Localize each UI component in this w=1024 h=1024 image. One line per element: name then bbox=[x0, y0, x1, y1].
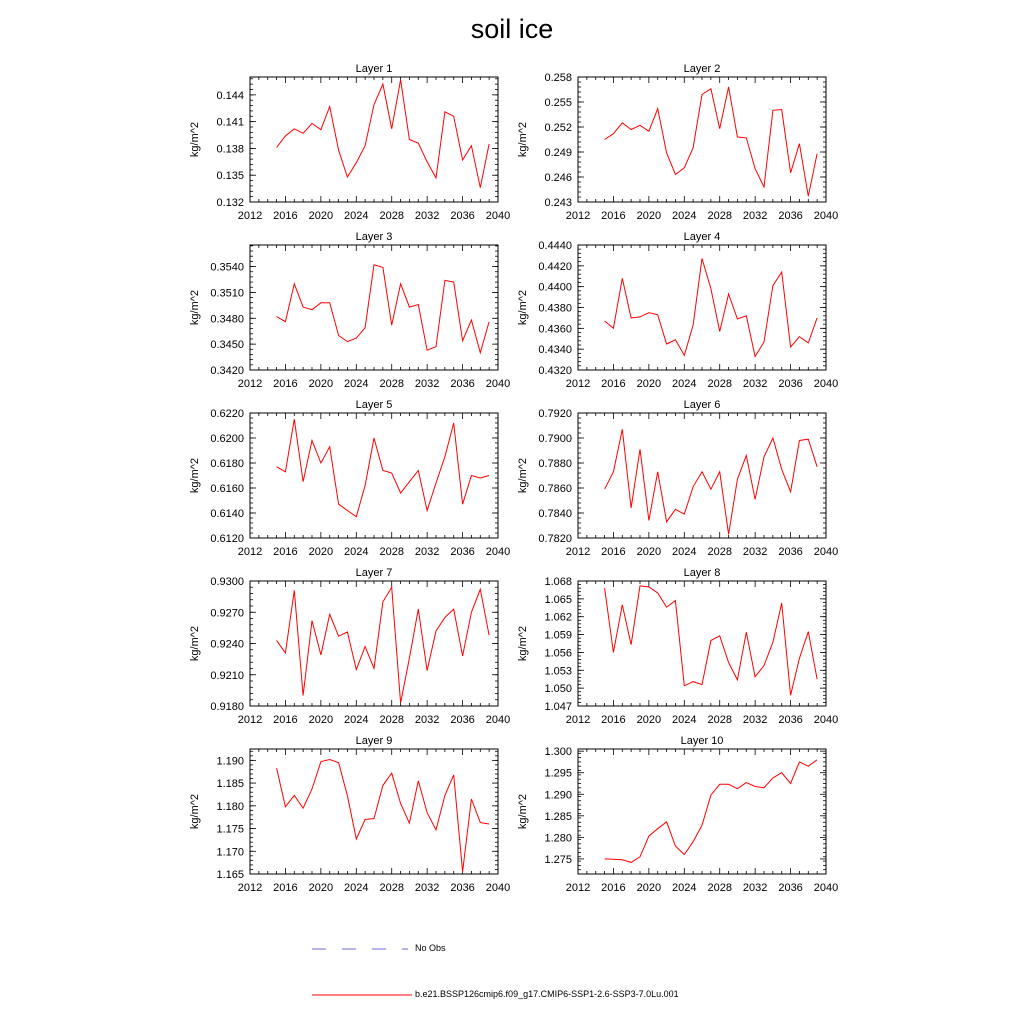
x-tick-label: 2028 bbox=[379, 882, 404, 894]
y-tick-label: 0.7880 bbox=[538, 458, 572, 470]
y-tick-label: 1.053 bbox=[544, 665, 572, 678]
y-axis-label: kg/m^2 bbox=[189, 457, 201, 494]
y-axis-label: kg/m^2 bbox=[517, 793, 529, 830]
x-tick-label: 2040 bbox=[813, 546, 839, 558]
y-tick-label: 0.4400 bbox=[538, 281, 572, 294]
y-tick-label: 0.9180 bbox=[210, 701, 244, 713]
y-tick-label: 1.062 bbox=[544, 611, 572, 624]
x-tick-label: 2036 bbox=[450, 378, 475, 390]
x-tick-label: 2016 bbox=[601, 882, 626, 894]
plot-frame bbox=[250, 245, 498, 370]
x-tick-label: 2036 bbox=[778, 546, 803, 558]
x-tick-label: 2040 bbox=[485, 714, 511, 726]
panel-title: Layer 9 bbox=[355, 735, 393, 747]
panel-title: Layer 4 bbox=[683, 231, 721, 243]
x-tick-label: 2040 bbox=[813, 714, 839, 726]
legend-model-label: b.e21.BSSP126cmip6.f09_g17.CMIP6-SSP1-2.6-SSP3-7.0Lu.001 bbox=[415, 989, 679, 999]
x-tick-label: 2028 bbox=[379, 210, 404, 222]
y-tick-label: 0.246 bbox=[544, 172, 572, 184]
x-tick-label: 2028 bbox=[707, 714, 732, 726]
y-tick-label: 0.9240 bbox=[210, 638, 244, 651]
x-tick-label: 2036 bbox=[450, 210, 475, 222]
x-tick-label: 2028 bbox=[379, 378, 404, 390]
y-tick-label: 0.7840 bbox=[538, 508, 572, 520]
x-tick-label: 2032 bbox=[742, 882, 768, 894]
series-line bbox=[277, 760, 490, 872]
plot-frame bbox=[250, 413, 498, 538]
x-tick-label: 2016 bbox=[601, 210, 626, 222]
y-tick-label: 0.138 bbox=[216, 143, 244, 156]
y-tick-label: 0.3450 bbox=[210, 339, 244, 352]
y-tick-label: 0.3540 bbox=[210, 261, 244, 274]
y-axis-label: kg/m^2 bbox=[189, 121, 201, 158]
x-tick-label: 2012 bbox=[565, 714, 591, 726]
panel-5 bbox=[189, 399, 510, 558]
x-tick-label: 2020 bbox=[308, 714, 334, 726]
series-line bbox=[605, 259, 818, 357]
y-axis-label: kg/m^2 bbox=[517, 289, 529, 326]
panel-2 bbox=[517, 63, 838, 222]
y-tick-label: 0.3420 bbox=[210, 365, 244, 377]
x-tick-label: 2016 bbox=[273, 378, 298, 390]
x-tick-label: 2028 bbox=[379, 714, 404, 726]
series-line bbox=[277, 265, 490, 353]
x-tick-label: 2024 bbox=[672, 882, 697, 894]
series-line bbox=[605, 429, 818, 534]
y-tick-label: 0.9210 bbox=[210, 669, 244, 682]
y-tick-label: 0.258 bbox=[544, 72, 572, 84]
x-tick-label: 2040 bbox=[813, 210, 839, 222]
panel-9 bbox=[189, 735, 510, 894]
y-tick-label: 0.144 bbox=[216, 89, 244, 102]
y-axis-label: kg/m^2 bbox=[189, 625, 201, 662]
y-tick-label: 0.7820 bbox=[538, 533, 572, 545]
y-tick-label: 1.300 bbox=[544, 746, 572, 759]
y-tick-label: 0.6180 bbox=[210, 458, 244, 470]
x-tick-label: 2028 bbox=[379, 546, 404, 558]
panels-group bbox=[189, 63, 838, 894]
y-tick-label: 1.165 bbox=[216, 869, 244, 881]
x-tick-label: 2040 bbox=[485, 882, 511, 894]
y-tick-label: 0.243 bbox=[544, 197, 572, 209]
y-tick-label: 0.4340 bbox=[538, 344, 572, 357]
panel-title: Layer 3 bbox=[355, 231, 393, 243]
y-tick-label: 1.280 bbox=[544, 832, 572, 845]
y-tick-label: 1.050 bbox=[544, 683, 572, 696]
plot-frame bbox=[578, 413, 826, 538]
x-tick-label: 2036 bbox=[778, 714, 803, 726]
x-tick-label: 2020 bbox=[636, 378, 662, 390]
x-tick-label: 2016 bbox=[601, 546, 626, 558]
panel-7 bbox=[189, 567, 510, 726]
x-tick-label: 2036 bbox=[778, 210, 803, 222]
plot-frame bbox=[578, 245, 826, 370]
x-tick-label: 2012 bbox=[237, 210, 263, 222]
x-tick-label: 2032 bbox=[414, 378, 440, 390]
panel-4 bbox=[517, 231, 838, 390]
x-tick-label: 2016 bbox=[601, 378, 626, 390]
x-tick-label: 2016 bbox=[273, 210, 298, 222]
x-tick-label: 2020 bbox=[308, 882, 334, 894]
panel-title: Layer 6 bbox=[683, 399, 721, 411]
x-tick-label: 2012 bbox=[565, 882, 591, 894]
x-tick-label: 2040 bbox=[485, 546, 511, 558]
y-axis-label: kg/m^2 bbox=[517, 625, 529, 662]
y-tick-label: 1.056 bbox=[544, 647, 572, 660]
x-tick-label: 2036 bbox=[450, 882, 475, 894]
y-tick-label: 1.290 bbox=[544, 789, 572, 802]
y-tick-label: 0.3480 bbox=[210, 313, 244, 326]
x-tick-label: 2020 bbox=[636, 210, 662, 222]
x-tick-label: 2036 bbox=[778, 378, 803, 390]
x-tick-label: 2016 bbox=[601, 714, 626, 726]
x-tick-label: 2036 bbox=[778, 882, 803, 894]
x-tick-label: 2028 bbox=[707, 546, 732, 558]
y-tick-label: 1.285 bbox=[544, 810, 572, 823]
series-line bbox=[277, 419, 490, 517]
y-tick-label: 0.9270 bbox=[210, 607, 244, 620]
panel-title: Layer 10 bbox=[680, 735, 724, 747]
y-axis-label: kg/m^2 bbox=[517, 457, 529, 494]
x-tick-label: 2028 bbox=[707, 882, 732, 894]
panel-title: Layer 5 bbox=[355, 399, 393, 411]
legend bbox=[312, 949, 412, 995]
x-tick-label: 2036 bbox=[450, 714, 475, 726]
x-tick-label: 2040 bbox=[813, 378, 839, 390]
y-tick-label: 0.255 bbox=[544, 97, 572, 109]
x-tick-label: 2032 bbox=[414, 714, 440, 726]
panel-8 bbox=[517, 567, 838, 726]
y-tick-label: 1.295 bbox=[544, 767, 572, 780]
x-tick-label: 2032 bbox=[414, 546, 440, 558]
y-tick-label: 0.6200 bbox=[210, 433, 244, 445]
y-axis-label: kg/m^2 bbox=[517, 121, 529, 158]
x-tick-label: 2012 bbox=[237, 546, 263, 558]
y-tick-label: 1.190 bbox=[216, 755, 244, 768]
x-tick-label: 2024 bbox=[672, 714, 697, 726]
y-tick-label: 0.132 bbox=[216, 197, 244, 209]
y-tick-label: 0.4360 bbox=[538, 323, 572, 336]
panel-6 bbox=[517, 399, 838, 558]
y-tick-label: 1.185 bbox=[216, 778, 244, 791]
x-tick-label: 2020 bbox=[636, 546, 662, 558]
x-tick-label: 2020 bbox=[308, 546, 334, 558]
panel-title: Layer 7 bbox=[355, 567, 393, 579]
x-tick-label: 2024 bbox=[344, 882, 369, 894]
x-tick-label: 2028 bbox=[707, 210, 732, 222]
x-tick-label: 2040 bbox=[485, 210, 511, 222]
plot-frame bbox=[578, 749, 826, 874]
series-line bbox=[605, 760, 818, 863]
x-tick-label: 2024 bbox=[344, 546, 369, 558]
y-tick-label: 0.6160 bbox=[210, 483, 244, 495]
x-tick-label: 2016 bbox=[273, 882, 298, 894]
x-tick-label: 2012 bbox=[237, 714, 263, 726]
y-tick-label: 0.252 bbox=[544, 122, 572, 134]
x-tick-label: 2024 bbox=[672, 546, 697, 558]
x-tick-label: 2032 bbox=[414, 882, 440, 894]
y-tick-label: 0.6120 bbox=[210, 533, 244, 545]
plot-frame bbox=[250, 77, 498, 202]
panel-1 bbox=[189, 63, 510, 222]
panel-title: Layer 1 bbox=[355, 63, 393, 75]
series-line bbox=[605, 586, 818, 696]
x-tick-label: 2012 bbox=[237, 378, 263, 390]
y-tick-label: 0.249 bbox=[544, 147, 572, 159]
series-line bbox=[277, 80, 490, 188]
y-tick-label: 0.4320 bbox=[538, 365, 572, 377]
figure-title: soil ice bbox=[470, 14, 554, 44]
x-tick-label: 2032 bbox=[742, 546, 768, 558]
x-tick-label: 2040 bbox=[813, 882, 839, 894]
x-tick-label: 2032 bbox=[742, 378, 768, 390]
y-tick-label: 0.7900 bbox=[538, 433, 572, 445]
series-line bbox=[605, 87, 818, 196]
y-tick-label: 1.170 bbox=[216, 846, 244, 859]
y-axis-label: kg/m^2 bbox=[189, 793, 201, 830]
y-tick-label: 1.068 bbox=[544, 576, 572, 588]
x-tick-label: 2032 bbox=[414, 210, 440, 222]
y-tick-label: 0.141 bbox=[216, 116, 244, 129]
y-tick-label: 1.175 bbox=[216, 823, 244, 836]
x-tick-label: 2012 bbox=[565, 210, 591, 222]
series-line bbox=[277, 587, 490, 703]
legend-obs-label: No Obs bbox=[415, 943, 446, 953]
y-tick-label: 1.047 bbox=[544, 701, 572, 713]
x-tick-label: 2020 bbox=[636, 714, 662, 726]
panel-3 bbox=[189, 231, 510, 390]
y-tick-label: 0.6220 bbox=[210, 408, 244, 420]
x-tick-label: 2020 bbox=[308, 210, 334, 222]
x-tick-label: 2024 bbox=[344, 714, 369, 726]
y-tick-label: 0.135 bbox=[216, 170, 244, 183]
x-tick-label: 2036 bbox=[450, 546, 475, 558]
y-tick-label: 0.3510 bbox=[210, 287, 244, 300]
panel-title: Layer 8 bbox=[683, 567, 721, 579]
x-tick-label: 2024 bbox=[672, 210, 697, 222]
panel-10 bbox=[517, 735, 838, 894]
x-tick-label: 2020 bbox=[636, 882, 662, 894]
y-tick-label: 1.275 bbox=[544, 853, 572, 866]
x-tick-label: 2012 bbox=[565, 546, 591, 558]
y-tick-label: 0.4420 bbox=[538, 260, 572, 273]
x-tick-label: 2012 bbox=[565, 378, 591, 390]
x-tick-label: 2020 bbox=[308, 378, 334, 390]
x-tick-label: 2024 bbox=[344, 378, 369, 390]
y-tick-label: 1.065 bbox=[544, 593, 572, 606]
y-axis-label: kg/m^2 bbox=[189, 289, 201, 326]
y-tick-label: 0.6140 bbox=[210, 508, 244, 520]
x-tick-label: 2028 bbox=[707, 378, 732, 390]
panel-title: Layer 2 bbox=[683, 63, 721, 75]
x-tick-label: 2016 bbox=[273, 546, 298, 558]
x-tick-label: 2024 bbox=[344, 210, 369, 222]
x-tick-label: 2032 bbox=[742, 210, 768, 222]
y-tick-label: 0.4380 bbox=[538, 302, 572, 315]
y-tick-label: 1.059 bbox=[544, 629, 572, 642]
x-tick-label: 2032 bbox=[742, 714, 768, 726]
y-tick-label: 0.7920 bbox=[538, 408, 572, 420]
x-tick-label: 2012 bbox=[237, 882, 263, 894]
y-tick-label: 0.9300 bbox=[210, 576, 244, 588]
x-tick-label: 2040 bbox=[485, 378, 511, 390]
x-tick-label: 2016 bbox=[273, 714, 298, 726]
x-tick-label: 2024 bbox=[672, 378, 697, 390]
y-tick-label: 0.7860 bbox=[538, 483, 572, 495]
y-tick-label: 1.180 bbox=[216, 800, 244, 813]
y-tick-label: 0.4440 bbox=[538, 240, 572, 252]
